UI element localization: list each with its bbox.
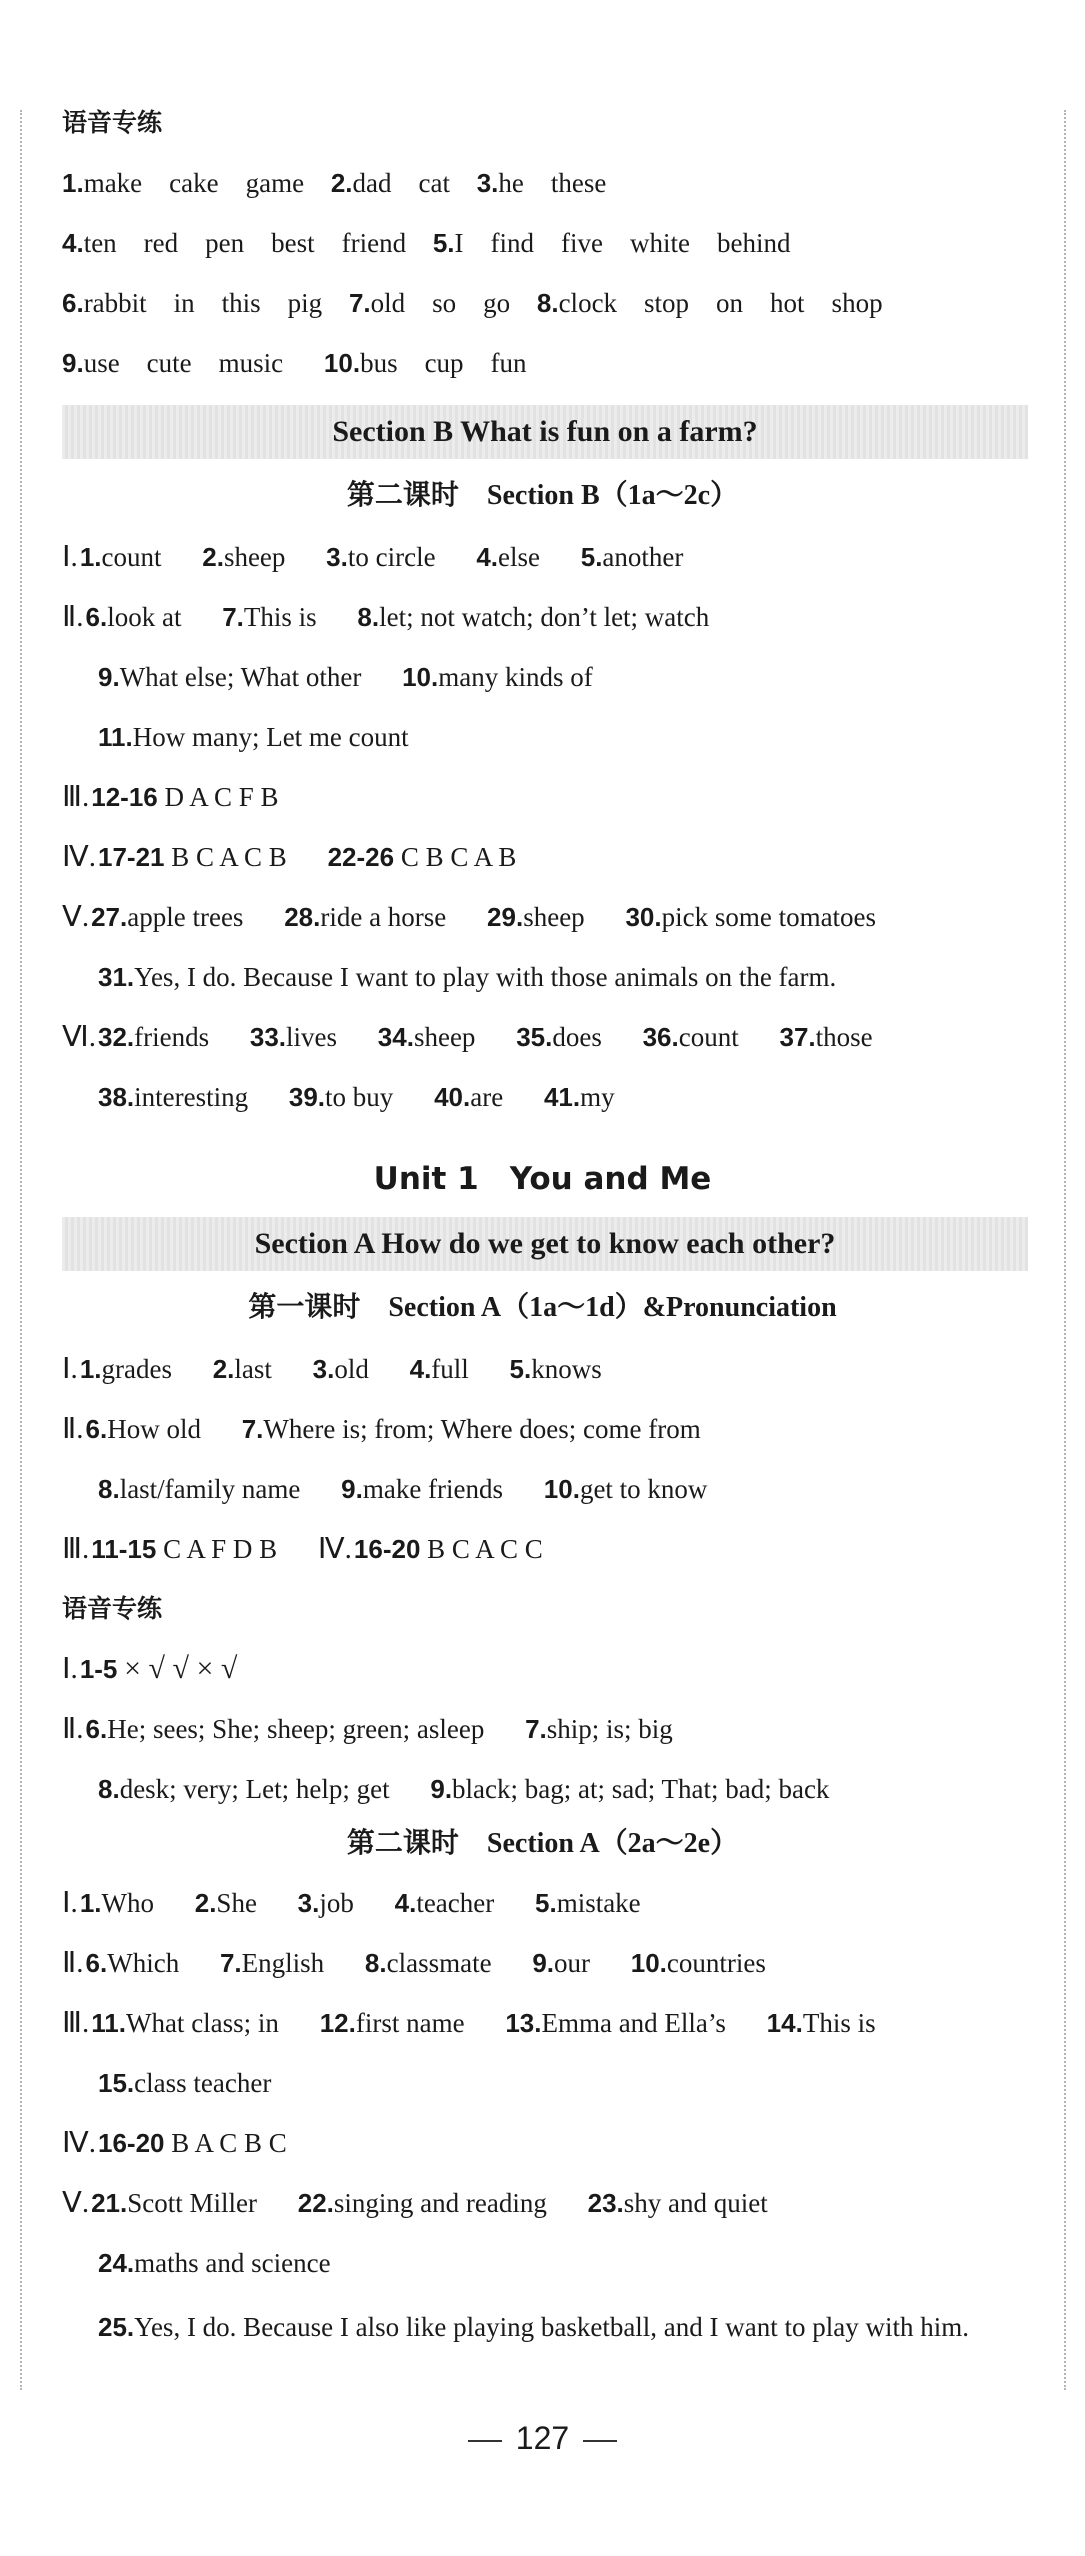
lesson-heading-b2: 第二课时 Section B（1a～2c） xyxy=(346,480,739,511)
answer-line: 1.make cake game 2.dad cat 3.he these xyxy=(62,168,607,198)
answer-line: 9.What else; What other 10.many kinds of xyxy=(98,662,593,692)
answer-line: Ⅰ.1.grades 2.last 3.old 4.full 5.knows xyxy=(62,1353,602,1385)
answer-line: Ⅱ.6.He; sees; She; sheep; green; asleep 7.ship; is; big xyxy=(62,1713,673,1745)
unit-title: Unit 1 You and Me xyxy=(373,1161,712,1197)
answer-line: 8.desk; very; Let; help; get 9.black; bag; at; sad; That; bad; back xyxy=(98,1774,830,1804)
answer-line: Ⅲ.11.What class; in 12.first name 13.Emma and Ella’s 14.This is xyxy=(62,2007,876,2039)
footer-dash-left xyxy=(468,2440,502,2442)
answer-line: 8.last/family name 9.make friends 10.get to know xyxy=(98,1474,708,1504)
answer-line: Ⅲ.11-15 C A F D B Ⅳ.16-20 B C A C C xyxy=(62,1533,543,1565)
page-footer xyxy=(0,2420,1085,2457)
answer-line: 24.maths and science xyxy=(98,2248,331,2278)
answer-line: Ⅱ.6.look at 7.This is 8.let; not watch; don’t let; watch xyxy=(62,601,710,633)
answer-line: Ⅴ.27.apple trees 28.ride a horse 29.sheep 30.pick some tomatoes xyxy=(62,901,877,933)
answer-line: Ⅰ.1-5 × √ √ × √ xyxy=(62,1652,238,1685)
phonics-heading: 语音专练 xyxy=(62,108,163,137)
left-dotted-border xyxy=(20,110,22,2390)
footer-dash-right xyxy=(583,2440,617,2442)
lesson-heading-a1: 第一课时 Section A（1a～1d）&Pronunciation xyxy=(248,1292,837,1323)
answer-line: Ⅳ.16-20 B A C B C xyxy=(62,2127,287,2159)
answer-line: Ⅱ.6.Which 7.English 8.classmate 9.our 10.countries xyxy=(62,1947,766,1979)
answer-line: Ⅰ.1.Who 2.She 3.job 4.teacher 5.mistake xyxy=(62,1887,641,1919)
section-b-band: Section B What is fun on a farm? xyxy=(62,405,1028,459)
answer-line: Ⅵ.32.friends 33.lives 34.sheep 35.does 36.count 37.those xyxy=(62,1021,873,1053)
right-dotted-border xyxy=(1064,110,1066,2390)
answer-line: 9.use cute music 10.bus cup fun xyxy=(62,348,527,378)
phonics-heading: 语音专练 xyxy=(62,1594,163,1623)
answer-line: Ⅳ.17-21 B C A C B 22-26 C B C A B xyxy=(62,841,517,873)
answer-line: 38.interesting 39.to buy 40.are 41.my xyxy=(98,1082,615,1112)
answer-line: 6.rabbit in this pig 7.old so go 8.clock stop on hot shop xyxy=(62,288,883,318)
answer-line: 31.Yes, I do. Because I want to play with those animals on the farm. xyxy=(98,962,837,992)
answer-line: 11.How many; Let me count xyxy=(98,722,409,752)
section-a-band: Section A How do we get to know each other? xyxy=(62,1217,1028,1271)
answer-line: Ⅴ.21.Scott Miller 22.singing and reading 23.shy and quiet xyxy=(62,2187,768,2219)
answer-line: Ⅲ.12-16 D A C F B xyxy=(62,781,279,813)
answer-line: Ⅱ.6.How old 7.Where is; from; Where does; come from xyxy=(62,1413,701,1445)
answer-line: Ⅰ.1.count 2.sheep 3.to circle 4.else 5.another xyxy=(62,541,684,573)
page-number: 127 xyxy=(515,2420,570,2456)
answer-line: 25.Yes, I do. Because I also like playing basketball, and I want to play with him. xyxy=(98,2312,970,2342)
answer-line: 15.class teacher xyxy=(98,2068,272,2098)
answer-line: 4.ten red pen best friend 5.I find five white behind xyxy=(62,228,791,258)
lesson-heading-a2: 第二课时 Section A（2a～2e） xyxy=(346,1828,739,1859)
